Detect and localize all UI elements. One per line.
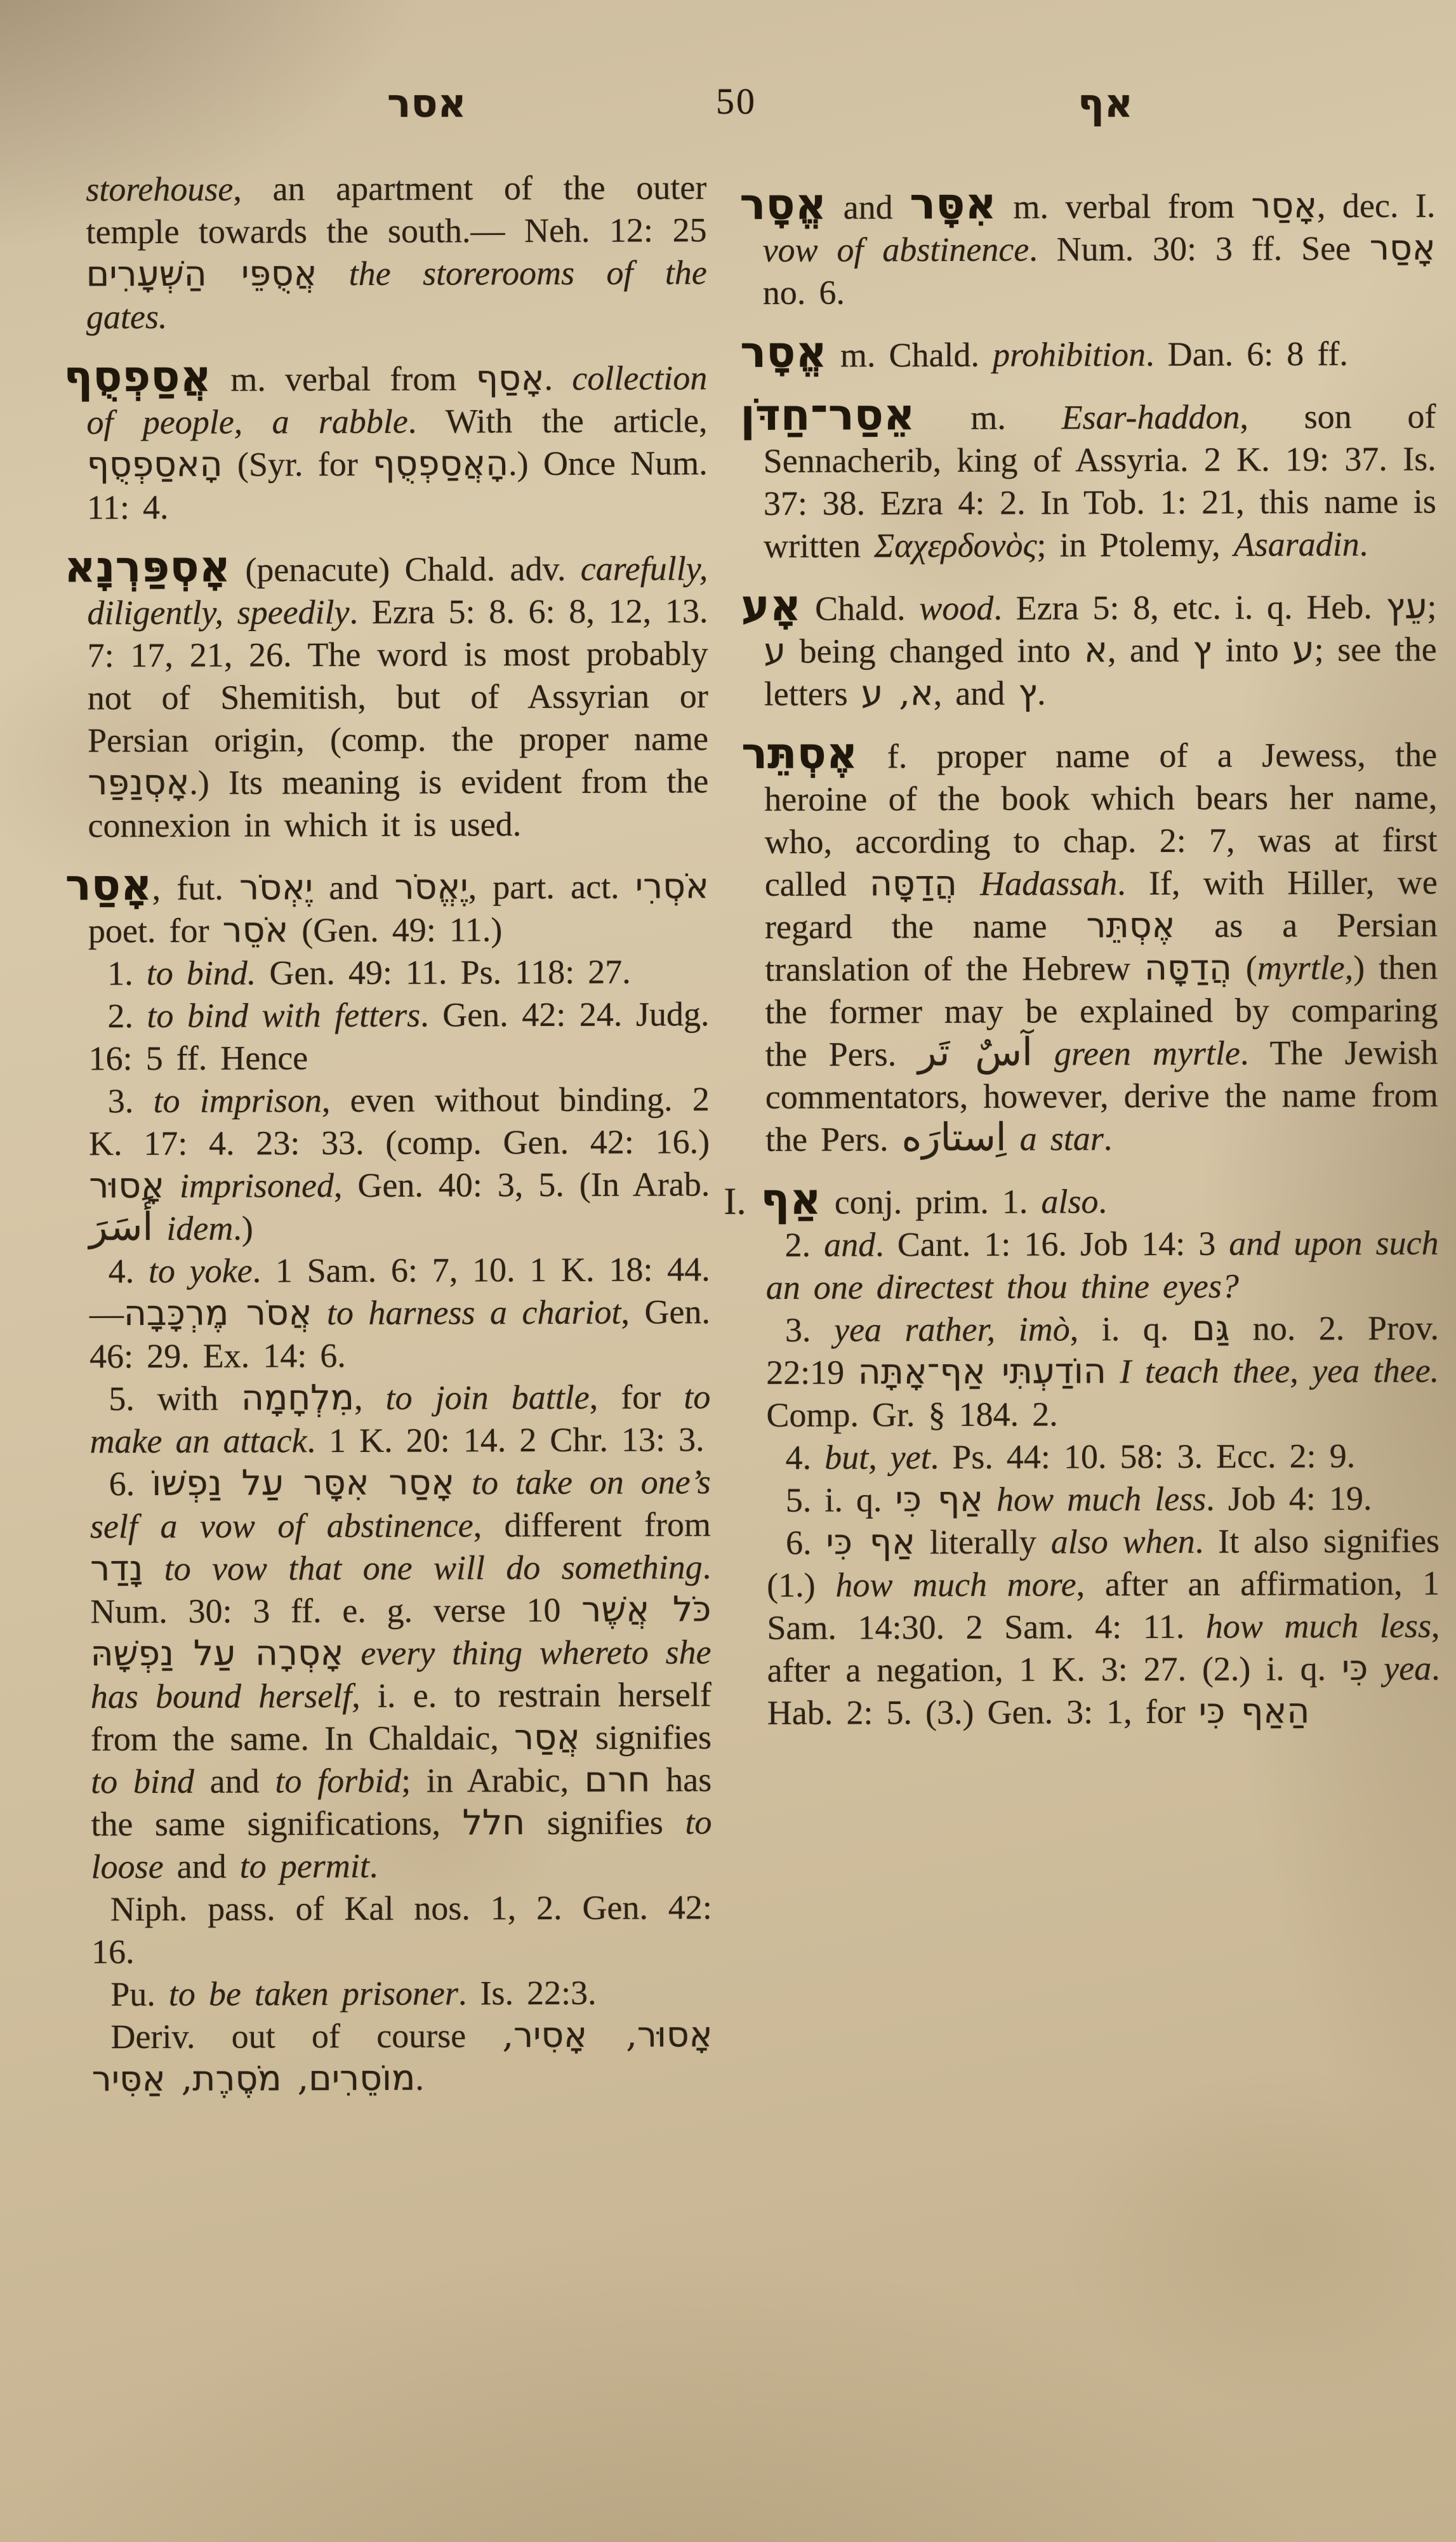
italic-run: and <box>824 1225 876 1264</box>
entry-paragraph <box>741 582 1437 715</box>
text-run: . Ezra 5: 8. 6: 8, 12, 13. 7: 17, 21, 26. The word is most probably not of Shemitish, but of Assyrian or Persian origin, (comp. the proper name <box>87 592 709 760</box>
text-run: . Num. 30: 3 ff. e. g. verse 10 <box>90 1548 711 1631</box>
text-run: no. 2. Prov. 22:19 <box>766 1308 1439 1392</box>
italic-run: to bind with fetters <box>147 995 421 1035</box>
paragraph <box>744 1435 1439 1479</box>
text-run: being changed into <box>786 631 1085 670</box>
hebrew-word: אָסוּר, אָסִיר, מוֹסֵרִים, מֹסֶרֶת, אַסִּיר <box>91 2014 713 2099</box>
italic-run: to harness a chariot <box>326 1293 621 1333</box>
text-run <box>143 1550 164 1588</box>
text-run <box>317 255 349 293</box>
hebrew-word: ע <box>764 630 786 671</box>
text-run: , different from <box>473 1505 711 1545</box>
italic-run: Esar-haddon <box>1061 397 1240 437</box>
hebrew-word: אֶסְתֵּר <box>1086 904 1175 946</box>
text-run: .) Once Num. 11: 4. <box>86 444 708 527</box>
hebrew-word: אַף כִּי <box>826 1521 916 1562</box>
hebrew-word: הָאסַפְסֻף <box>86 443 223 485</box>
text-run: , even without binding. 2 K. 17: 4. 23: 33. (comp. Gen. 42: 16.) <box>88 1080 710 1163</box>
paragraph <box>744 1477 1439 1522</box>
text-run: signifies <box>579 1718 712 1757</box>
text-run <box>454 1463 472 1501</box>
text-run <box>957 865 981 903</box>
arabic-word: أَسَرَ <box>89 1204 154 1250</box>
text-run <box>983 1481 996 1519</box>
hebrew-headword: אֱסָר <box>739 178 827 230</box>
hebrew-word: אָסוּר <box>89 1164 165 1206</box>
text-run: as a Persian translation of the Hebrew <box>765 905 1438 988</box>
text-run: . Ps. 44: 10. 58: 3. Ecc. 2: 9. <box>930 1437 1356 1477</box>
entry-paragraph <box>739 178 1436 314</box>
italic-run: to take on one’s self a vow of abstinence <box>89 1463 711 1546</box>
hebrew-word: כֹּל אֲשֶׁר אָסְרָה עַל נַפְשָׁהּ <box>90 1588 711 1674</box>
hebrew-word: אָסַר <box>1369 227 1436 268</box>
text-run: . The Jewish commentators, however, derive the name from the Pers. <box>765 1033 1438 1159</box>
text-run: , son of Sennacherib, king of Assyria. 2 K. 19: 37. Is. 37: 38. Ezra 4: 2. In Tob. 1: 21, this name is written <box>763 397 1436 565</box>
text-run <box>164 1167 180 1205</box>
text-run: , i. q. <box>1069 1309 1193 1348</box>
hebrew-word: ע <box>1292 629 1314 670</box>
right-column <box>724 164 1441 2099</box>
text-run: , <box>354 1378 386 1417</box>
hebrew-word: מִלְחָמָה <box>241 1376 355 1418</box>
italic-run: to bind. <box>146 954 256 992</box>
text-run: ; <box>1427 587 1437 626</box>
arabic-word: آسٌ تَر <box>918 1030 1033 1075</box>
italic-run: how much less <box>996 1479 1207 1519</box>
italic-run: collection of people, a rabble <box>86 359 708 442</box>
entry-paragraph <box>740 389 1436 568</box>
text-run: no. 6. <box>762 273 845 312</box>
text-run: conj. prim. 1. <box>821 1182 1042 1221</box>
text-run: has the same significations, <box>91 1760 712 1844</box>
text-run <box>1106 1352 1120 1390</box>
text-run: signifies <box>525 1803 685 1842</box>
entry-paragraph <box>724 1173 1438 1225</box>
hebrew-word: אֲסֻפֵּי הַשְּׁעָרִים <box>86 253 317 295</box>
italic-run: to loose <box>91 1803 712 1886</box>
text-run <box>1368 1649 1384 1687</box>
page-number: 50 <box>716 81 757 122</box>
text-run: and <box>194 1762 275 1800</box>
text-run <box>1033 1035 1054 1073</box>
text-run: 6. <box>109 1464 152 1503</box>
text-run: . Gen. 42: 24. Judg. 16: 5 ff. Hence <box>88 995 710 1078</box>
entry-paragraph <box>741 730 1438 1161</box>
text-run: . Is. 22:3. <box>458 1973 597 2013</box>
text-run: Deriv. out of course <box>110 2016 503 2056</box>
text-run: m. Chald. <box>826 335 993 375</box>
hebrew-headword: אֶסְתֵּר <box>741 728 858 780</box>
hebrew-word: אַף כִּי <box>895 1478 984 1520</box>
text-run: , dec. I. <box>1316 186 1436 225</box>
text-run: , Gen. 40: 3, 5. (In Arab. <box>333 1165 710 1205</box>
italic-run: carefully, diligently, speedily <box>87 549 708 632</box>
running-head-right: אף <box>1078 80 1133 126</box>
text-run: .) Its meaning is evident from the connexion in which it is used. <box>88 762 709 845</box>
text-run: ( <box>1231 948 1257 987</box>
paragraph <box>67 1461 712 1888</box>
text-run: f. proper name of a Jewess, the heroine of the book which bears her name, who, according to chap. 2: 7, was at first called <box>764 735 1438 903</box>
hebrew-headword: אָסְפַּרְנָא <box>64 541 231 593</box>
paragraph <box>65 993 709 1080</box>
text-run: . Ezra 5: 8, etc. i. q. Heb. <box>993 587 1386 627</box>
text-run: . <box>1359 524 1368 563</box>
arabic-word: اِستارَه <box>901 1115 1007 1161</box>
italic-run: imprisoned <box>179 1166 334 1205</box>
text-run: 2. <box>107 996 147 1035</box>
paragraph <box>66 1078 710 1250</box>
text-run: . It also signifies (1.) <box>767 1521 1440 1604</box>
text-columns <box>63 164 1441 2101</box>
hebrew-headword: אֵסַר־חַדֹּן <box>740 389 915 441</box>
italic-run: also <box>1041 1182 1099 1221</box>
hebrew-word: גַּם <box>1191 1307 1230 1348</box>
text-run: 6. <box>785 1523 826 1562</box>
italic-run: to forbid <box>275 1761 402 1800</box>
text-run: Niph. pass. of Kal nos. 1, 2. Gen. 42: 16. <box>91 1888 712 1971</box>
hebrew-word: חלל <box>462 1802 526 1843</box>
hebrew-word: א, ע <box>861 672 934 714</box>
hebrew-word: אָסְנַפַּר <box>88 761 190 803</box>
italic-run: Asaradin <box>1233 524 1360 564</box>
hebrew-word: הֲדַסָּה <box>869 862 957 904</box>
italic-run: myrtle, <box>1257 948 1354 987</box>
text-run <box>343 1634 361 1672</box>
italic-run: the storerooms of the gates. <box>86 253 707 336</box>
text-run: , part. act. <box>468 867 635 907</box>
text-run: . Cant. 1: 16. Job 14: 3 <box>875 1224 1229 1264</box>
text-run: , and <box>1107 630 1193 670</box>
text-run: . With the article, <box>407 401 708 441</box>
text-run: ; in Arabic, <box>401 1760 585 1800</box>
text-run: and <box>312 868 395 907</box>
hebrew-word: חרם <box>584 1759 651 1800</box>
text-run: 5. with <box>109 1379 242 1418</box>
text-run: , after an affirmation, 1 Sam. 14:30. 2 Sam. 4: 11. <box>767 1564 1440 1647</box>
hebrew-headword: אַף <box>760 1173 821 1225</box>
text-run: . Dan. 6: 8 ff. <box>1145 335 1348 374</box>
hebrew-word: יֶאְסֹר <box>239 867 314 908</box>
hebrew-headword: אֱסָר <box>740 326 827 378</box>
italic-run: yea rather, imò <box>833 1310 1070 1349</box>
text-run: literally <box>915 1522 1051 1562</box>
text-run: . 1 Sam. 6: 7, 10. 1 K. 18: 44.— <box>89 1250 710 1333</box>
paragraph <box>69 2014 712 2101</box>
text-run: . <box>544 359 572 398</box>
text-run: ) then the former may be explained by comparing the Pers. <box>765 948 1438 1074</box>
paragraph <box>744 1520 1440 1734</box>
text-run: , after a negation, 1 K. 3: 27. (2.) i. q. <box>767 1606 1440 1689</box>
text-run: . Hab. 2: 5. (3.) Gen. 3: 1, for <box>767 1649 1440 1732</box>
text-run: , i. e. to restrain herself from the same. In Chaldaic, <box>90 1675 711 1759</box>
paragraph <box>743 1307 1439 1437</box>
hebrew-word: ץ <box>1018 672 1038 713</box>
italic-run: to permit <box>239 1846 369 1886</box>
text-run: , Gen. 46: 29. Ex. 14: 6. <box>89 1293 710 1376</box>
text-run: , for <box>589 1378 684 1416</box>
hebrew-word: א <box>1083 629 1108 670</box>
text-run: Gen. 49: 11. Ps. 118: 27. <box>256 952 631 992</box>
text-run: ; in Ptolemy, <box>1036 525 1234 564</box>
hebrew-word: עֵץ <box>1386 585 1427 627</box>
text-run: m. verbal from <box>211 359 476 399</box>
italic-run: and upon such an one directest thou thine eyes? <box>765 1223 1439 1307</box>
text-run: and <box>163 1847 240 1886</box>
hebrew-word: הוֹדַעְתִּי אַף־אָתָּה <box>857 1350 1106 1392</box>
italic-run: to be taken prisoner <box>168 1974 459 2013</box>
text-run: . <box>1103 1119 1113 1158</box>
italic-run: how much more <box>835 1565 1076 1604</box>
text-run: Comp. Gr. § 184. 2. <box>766 1395 1058 1434</box>
italic-run: yea <box>1384 1649 1432 1687</box>
italic-run: how much less <box>1205 1606 1432 1646</box>
italic-run: also when <box>1050 1522 1195 1561</box>
hebrew-headword: אִסָּר <box>910 178 996 230</box>
left-column <box>63 166 713 2101</box>
greek-word: Σαχερδονὸς <box>874 526 1037 565</box>
text-run: . Job 4: 19. <box>1206 1479 1372 1518</box>
italic-run: vow of abstinence <box>762 230 1029 269</box>
italic-run: to imprison <box>153 1081 322 1120</box>
text-run: poet. for <box>88 911 223 950</box>
text-run: Pu. <box>110 1974 169 2014</box>
hebrew-word: הַאַף כִּי <box>1198 1690 1310 1731</box>
hebrew-word: אָסַר <box>1251 185 1318 226</box>
paragraph <box>69 1971 712 2016</box>
hebrew-word: אֲסֹר מֶרְכָּבָה <box>123 1292 312 1334</box>
hebrew-headword: אָע <box>741 580 802 632</box>
italic-run: storehouse <box>86 170 234 209</box>
text-run: into <box>1212 630 1293 669</box>
hebrew-word: אֹסְרִי <box>635 865 709 907</box>
text-run: . Num. 30: 3 ff. See <box>1029 229 1370 269</box>
italic-run: I teach thee, yea thee. <box>1120 1351 1439 1391</box>
hebrew-word: יֶאֱסֹר <box>394 866 468 907</box>
italic-run: to bind <box>91 1762 195 1801</box>
paragraph <box>743 1222 1438 1309</box>
hebrew-word: נָדַר <box>90 1548 143 1589</box>
paragraph <box>69 1886 712 1973</box>
entry-paragraph <box>63 350 708 529</box>
italic-run: green myrtle <box>1054 1034 1241 1073</box>
text-run: .) <box>233 1209 253 1248</box>
text-run: 3. <box>784 1310 835 1349</box>
text-run: 5. i. q. <box>785 1481 896 1519</box>
italic-run: every thing whereto she has bound herself <box>90 1633 711 1716</box>
text-run: 1. <box>107 954 147 993</box>
hebrew-headword: אֲסַפְסֻף <box>63 350 212 403</box>
text-run: . If, with Hiller, we regard the name <box>764 863 1438 946</box>
text-run: , and <box>933 674 1019 713</box>
text-run: . <box>1098 1182 1108 1221</box>
text-run: . <box>369 1846 378 1885</box>
text-run <box>153 1209 166 1248</box>
entry-paragraph <box>64 543 708 847</box>
paragraph <box>63 166 707 338</box>
hebrew-word: כִּי <box>1341 1647 1368 1689</box>
italic-run: to yoke <box>148 1251 253 1290</box>
italic-run: to make an attack <box>89 1378 711 1461</box>
hebrew-word: הָאֲסַפְסֻף <box>373 443 509 484</box>
text-run: m. <box>915 398 1062 437</box>
text-run <box>312 1294 327 1332</box>
text-run: . <box>415 2059 424 2098</box>
italic-run: wood <box>919 589 994 628</box>
italic-run: Hadassah <box>980 864 1118 903</box>
text-run: m. verbal from <box>996 187 1252 226</box>
hebrew-word: אֲסַר <box>513 1716 580 1758</box>
paragraph <box>65 950 709 995</box>
text-run: 4. <box>785 1438 825 1477</box>
italic-run: but, yet <box>824 1438 930 1477</box>
text-run: ; see the letters <box>764 630 1437 713</box>
entry-paragraph <box>740 326 1436 378</box>
text-run: (Gen. 49: 11.) <box>288 910 503 950</box>
text-run: , an apartment of the outer temple towards the south.— Neh. 12: 25 <box>86 168 707 251</box>
text-run: (penacute) Chald. adv. <box>230 549 581 589</box>
text-run: , fut. <box>152 868 240 907</box>
text-run: 4. <box>108 1251 149 1291</box>
text-run: Chald. <box>801 589 920 628</box>
italic-run: prohibition <box>992 335 1146 374</box>
entry-paragraph <box>65 859 709 952</box>
paragraph <box>67 1248 711 1378</box>
italic-run: a star <box>1019 1119 1104 1158</box>
text-run: . <box>1036 674 1046 712</box>
text-run <box>1007 1120 1020 1158</box>
hebrew-word: אֹסֵר <box>222 909 289 950</box>
hebrew-word: אָסַף <box>475 357 545 399</box>
text-run: and <box>826 188 910 227</box>
hebrew-word: הֲדַסָּה <box>1144 947 1232 988</box>
hebrew-headword: אָסַר <box>65 859 152 911</box>
italic-run: to vow that one will do something <box>164 1548 703 1588</box>
paragraph <box>67 1376 710 1463</box>
text-run: 2. <box>784 1225 824 1264</box>
roman-numeral: I. <box>724 1180 761 1223</box>
italic-run: to join battle <box>385 1378 590 1417</box>
text-run: (Syr. for <box>222 444 373 484</box>
hebrew-word: ץ <box>1193 629 1212 670</box>
italic-run: idem <box>166 1209 234 1248</box>
text-run: 3. <box>107 1081 154 1121</box>
hebrew-word: אָסַר אִסָּר עַל נַפְשׁוֹ <box>152 1461 455 1503</box>
text-run: . 1 K. 20: 14. 2 Chr. 13: 3. <box>307 1420 705 1460</box>
running-head-left: אסר <box>387 80 467 126</box>
